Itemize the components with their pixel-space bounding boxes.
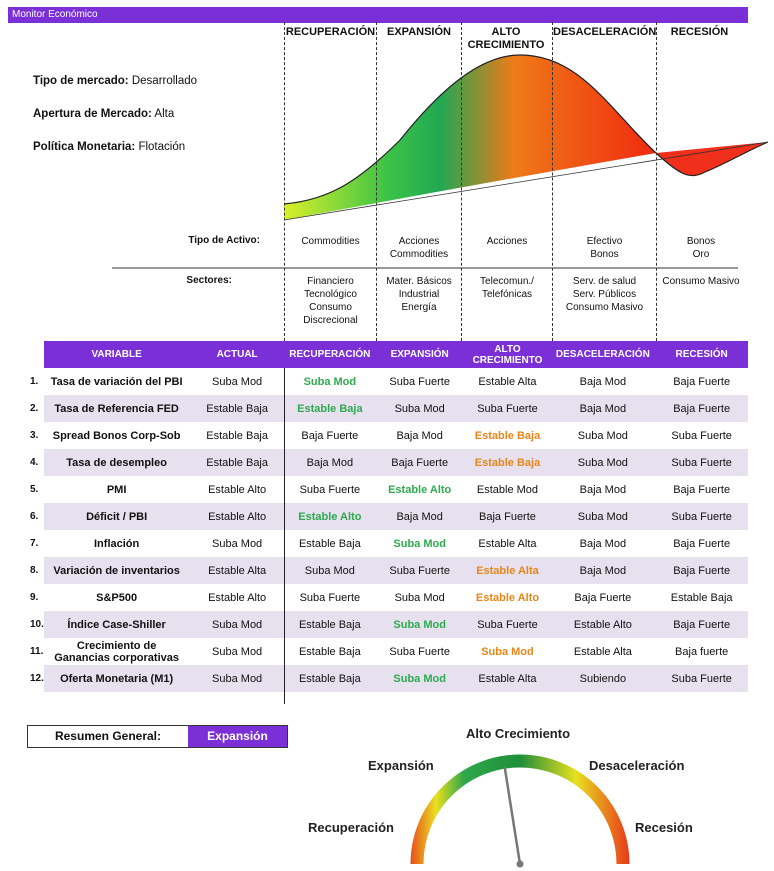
actual-value: Estable Baja bbox=[206, 429, 268, 442]
phase-value: Baja Fuerte bbox=[655, 557, 748, 584]
actual-value: Estable Alto bbox=[208, 483, 267, 496]
variable-name: Oferta Monetaria (M1) bbox=[44, 665, 189, 692]
phase-value: Estable Baja bbox=[285, 611, 375, 638]
asset-type-cell: Bonos Oro bbox=[686, 236, 716, 260]
phase-value: Suba Mod bbox=[550, 449, 655, 476]
row-number: 5. bbox=[30, 476, 44, 503]
col-header: DESACELERACIÓN bbox=[550, 341, 655, 368]
row-number: 2. bbox=[30, 395, 44, 422]
col-header: ACTUAL bbox=[189, 341, 285, 368]
col-header: RECUPERACIÓN bbox=[285, 341, 375, 368]
phase-value: Estable Baja bbox=[298, 645, 361, 658]
phase-value: Estable Alta bbox=[478, 537, 537, 550]
phase-heading: DESACELERACIÓN bbox=[553, 26, 657, 38]
phase-value: Estable Alta bbox=[478, 375, 537, 388]
phase-value: Suba Mod bbox=[303, 375, 357, 388]
phase-value: Baja Mod bbox=[579, 537, 627, 550]
phase-value: Suba Fuerte bbox=[375, 557, 465, 584]
variable-name: PMI bbox=[106, 483, 127, 496]
col-header: RECESIÓN bbox=[655, 341, 748, 368]
phase-heading: RECESIÓN bbox=[670, 26, 729, 38]
table-row bbox=[30, 611, 748, 638]
sector-cell: Financiero Tecnológico Consumo Discrecional bbox=[303, 276, 358, 326]
variable-name: Tasa de desempleo bbox=[44, 449, 189, 476]
asset-type-cell: Commodities bbox=[301, 236, 360, 247]
phase-value: Baja Fuerte bbox=[673, 483, 731, 496]
phase-value: Baja Mod bbox=[285, 449, 375, 476]
asset-type-cell: Acciones Commodities bbox=[389, 236, 449, 260]
actual-value: Estable Alta bbox=[189, 557, 285, 584]
phase-value: Estable Alto bbox=[550, 611, 655, 638]
sectors-label: Sectores: bbox=[186, 275, 232, 286]
phase-value: Suba Fuerte bbox=[655, 665, 748, 692]
phase-value: Baja Mod bbox=[396, 429, 443, 442]
summary-value: Expansión bbox=[188, 726, 287, 747]
variable-name: Variación de inventarios bbox=[44, 557, 189, 584]
page-title: Monitor Económico bbox=[8, 7, 748, 23]
actual-divider bbox=[284, 368, 285, 704]
variable-name: Inflación bbox=[94, 537, 140, 550]
phase-value: Suba Mod bbox=[481, 645, 534, 658]
table-row bbox=[30, 476, 748, 503]
row-number: 3. bbox=[30, 422, 44, 449]
phase-heading: ALTO CRECIMIENTO bbox=[467, 26, 545, 51]
phase-value: Baja Mod bbox=[550, 395, 655, 422]
phase-value: Suba Fuerte bbox=[655, 503, 748, 530]
col-header: VARIABLE bbox=[44, 341, 189, 368]
indicator-table bbox=[30, 341, 748, 692]
sector-cell: Telecomun./ Telefónicas bbox=[480, 276, 534, 300]
row-number: 7. bbox=[30, 530, 44, 557]
variable-name: Índice Case-Shiller bbox=[44, 611, 189, 638]
gauge-label-high-growth: Alto Crecimiento bbox=[466, 726, 571, 741]
actual-value: Suba Mod bbox=[212, 645, 263, 658]
info-monetary-policy: Política Monetaria: Flotación bbox=[33, 141, 186, 153]
variable-name: Spread Bonos Corp-Sob bbox=[52, 429, 181, 442]
phase-value: Estable Alta bbox=[465, 557, 551, 584]
phase-value: Estable Baja bbox=[465, 449, 551, 476]
actual-value: Estable Baja bbox=[189, 449, 285, 476]
row-number: 10. bbox=[30, 611, 44, 638]
row-number: 11. bbox=[30, 638, 44, 665]
gauge-label-recession: Recesión bbox=[635, 820, 693, 835]
table-row bbox=[30, 503, 748, 530]
phase-heading: RECUPERACIÓN bbox=[285, 26, 376, 38]
phase-value: Suba Fuerte bbox=[299, 483, 361, 496]
phase-value: Baja Fuerte bbox=[574, 591, 632, 604]
phase-value: Baja Mod bbox=[579, 483, 627, 496]
actual-value: Suba Mod bbox=[212, 537, 263, 550]
table-row bbox=[30, 422, 748, 449]
sector-cell: Consumo Masivo bbox=[662, 276, 740, 287]
table-row bbox=[30, 530, 748, 557]
col-header: EXPANSIÓN bbox=[375, 341, 465, 368]
phase-value: Suba Mod bbox=[394, 591, 445, 604]
phase-value: Baja Fuerte bbox=[655, 611, 748, 638]
actual-value: Suba Mod bbox=[212, 375, 263, 388]
phase-value: Estable Baja bbox=[474, 429, 541, 442]
gauge-hub bbox=[517, 861, 524, 868]
phase-value: Baja Mod bbox=[375, 503, 465, 530]
phase-value: Estable Alta bbox=[573, 645, 632, 658]
phase-value: Suba Mod bbox=[550, 503, 655, 530]
phase-value: Baja Mod bbox=[579, 375, 627, 388]
info-market-opening: Apertura de Mercado: Alta bbox=[33, 108, 175, 120]
phase-value: Estable Baja bbox=[670, 591, 733, 604]
actual-value: Suba Mod bbox=[189, 611, 285, 638]
phase-value: Estable Alto bbox=[388, 483, 452, 496]
row-number: 9. bbox=[30, 584, 44, 611]
phase-value: Suba Fuerte bbox=[655, 449, 748, 476]
variable-name: Tasa de variación del PBI bbox=[50, 375, 183, 388]
phase-value: Estable Baja bbox=[285, 395, 375, 422]
phase-value: Suba Fuerte bbox=[671, 429, 732, 442]
phase-value: Subiendo bbox=[550, 665, 655, 692]
summary-label: Resumen General: bbox=[54, 729, 162, 743]
gauge-needle bbox=[505, 767, 520, 864]
phase-value: Suba Mod bbox=[577, 429, 628, 442]
actual-value: Suba Mod bbox=[189, 665, 285, 692]
phase-value: Suba Fuerte bbox=[299, 591, 361, 604]
actual-value: Estable Alto bbox=[208, 591, 267, 604]
sector-cell: Serv. de salud Serv. Públicos Consumo Masivo bbox=[565, 276, 644, 313]
phase-value: Estable Mod bbox=[476, 483, 539, 496]
phase-value: Baja Fuerte bbox=[673, 375, 731, 388]
phase-value: Estable Baja bbox=[285, 665, 375, 692]
phase-value: Suba Fuerte bbox=[465, 611, 551, 638]
table-row bbox=[30, 557, 748, 584]
phase-value: Suba Mod bbox=[375, 665, 465, 692]
table-row bbox=[30, 584, 748, 611]
table-row bbox=[30, 665, 748, 692]
phase-value: Baja fuerte bbox=[675, 645, 729, 658]
variable-name: S&P500 bbox=[96, 591, 138, 604]
variable-name: Déficit / PBI bbox=[44, 503, 189, 530]
variable-name: Crecimiento de Ganancias corporativas bbox=[54, 639, 179, 664]
row-number: 4. bbox=[30, 449, 44, 476]
phase-value: Suba Mod bbox=[393, 537, 446, 550]
gauge-label-recovery: Recuperación bbox=[308, 820, 394, 835]
gauge-label-expansion: Expansión bbox=[368, 758, 434, 773]
phase-value: Suba Mod bbox=[375, 395, 465, 422]
col-header: ALTO CRECIMIENTO bbox=[465, 341, 551, 368]
phase-value: Suba Fuerte bbox=[465, 395, 551, 422]
phase-value: Baja Fuerte bbox=[465, 503, 551, 530]
asset-type-label: Tipo de Activo: bbox=[188, 235, 260, 246]
phase-value: Baja Fuerte bbox=[301, 429, 359, 442]
asset-type-cell: Efectivo Bonos bbox=[586, 236, 623, 260]
phase-value: Suba Fuerte bbox=[389, 645, 450, 658]
row-number: 6. bbox=[30, 503, 44, 530]
table-row bbox=[30, 638, 748, 665]
phase-value: Estable Alto bbox=[475, 591, 540, 604]
phase-value: Suba Mod bbox=[375, 611, 465, 638]
variable-name: Tasa de Referencia FED bbox=[44, 395, 189, 422]
asset-type-cell: Acciones bbox=[486, 236, 528, 247]
info-market-type: Tipo de mercado: Desarrollado bbox=[33, 75, 198, 87]
row-number: 1. bbox=[30, 368, 44, 395]
phase-value: Suba Mod bbox=[285, 557, 375, 584]
row-number: 8. bbox=[30, 557, 44, 584]
summary-box bbox=[27, 725, 288, 748]
table-row bbox=[30, 449, 748, 476]
table-row bbox=[30, 395, 748, 422]
phase-value: Baja Mod bbox=[550, 557, 655, 584]
sector-cell: Mater. Básicos Industrial Energía bbox=[386, 276, 452, 313]
phase-value: Baja Fuerte bbox=[673, 537, 731, 550]
gauge-label-slowdown: Desaceleración bbox=[589, 758, 685, 773]
phase-divider bbox=[656, 22, 657, 341]
table-row bbox=[30, 368, 748, 395]
phase-value: Baja Fuerte bbox=[375, 449, 465, 476]
actual-value: Estable Alto bbox=[189, 503, 285, 530]
phase-value: Baja Fuerte bbox=[655, 395, 748, 422]
phase-value: Estable Alta bbox=[465, 665, 551, 692]
phase-value: Estable Baja bbox=[298, 537, 361, 550]
phase-heading: EXPANSIÓN bbox=[387, 26, 451, 38]
phase-value: Estable Alto bbox=[285, 503, 375, 530]
row-number: 12. bbox=[30, 665, 44, 692]
phase-value: Suba Fuerte bbox=[389, 375, 450, 388]
actual-value: Estable Baja bbox=[189, 395, 285, 422]
